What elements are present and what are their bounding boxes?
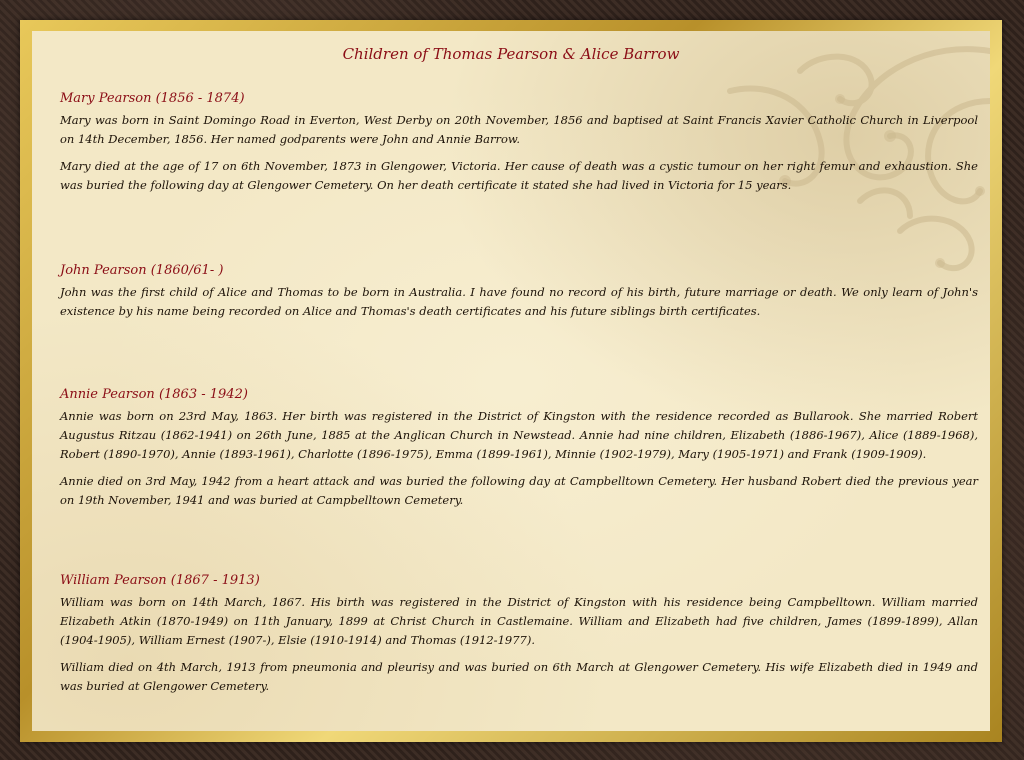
child-paragraph: Mary was born in Saint Domingo Road in Everton, West Derby on 20th November, 1856 and baptised at Saint Francis Xavier Catholic Church in Liverpool on 14th December, 1856. Her named godparents were John and Annie Barrow. bbox=[60, 113, 978, 146]
child-heading: Mary Pearson (1856 - 1874) bbox=[60, 91, 245, 106]
child-heading: Annie Pearson (1863 - 1942) bbox=[60, 387, 248, 402]
child-paragraph: Annie was born on 23rd May, 1863. Her birth was registered in the District of Kingston with the residence recorded as Bullarook. She married Robert Augustus Ritzau (1862-1941) on 26th June, 1885 at the Anglican Church in Newstead. Annie had nine children, Elizabeth (1886-1967), Alice (1889-1968), Robert (1890-1970), Annie (1893-1961), Charlotte (1896-1975), Emma (1899-1961), Minnie (1902-1979), Mary (1905-1971) and Frank (1909-1909). bbox=[60, 409, 978, 461]
child-paragraph: John was the first child of Alice and Thomas to be born in Australia. I have found no record of his birth, future marriage or death. We only learn of John's existence by his name being recorded on Alice and Thomas's death certificates and his future siblings birth certificates. bbox=[60, 285, 978, 318]
child-section-john bbox=[60, 263, 978, 329]
child-section-william bbox=[60, 573, 978, 704]
child-section-annie bbox=[60, 387, 978, 518]
gold-frame bbox=[20, 20, 1002, 742]
child-heading: John Pearson (1860/61- ) bbox=[60, 263, 224, 278]
child-heading: William Pearson (1867 - 1913) bbox=[60, 573, 260, 588]
parchment-page bbox=[32, 31, 990, 731]
child-paragraph: Mary died at the age of 17 on 6th November, 1873 in Glengower, Victoria. Her cause of death was a cystic tumour on her right femur and exhaustion. She was buried the following day at Glengower Cemetery. On her death certificate it stated she had lived in Victoria for 15 years. bbox=[60, 159, 978, 192]
child-paragraph: William was born on 14th March, 1867. His birth was registered in the District of Kingston with his residence being Campbelltown. William married Elizabeth Atkin (1870-1949) on 11th January, 1899 at Christ Church in Castlemaine. William and Elizabeth had five children, James (1899-1899), Allan (1904-1905), William Ernest (1907-), Elsie (1910-1914) and Thomas (1912-1977). bbox=[60, 595, 978, 647]
child-paragraph: Annie died on 3rd May, 1942 from a heart attack and was buried the following day at Campbelltown Cemetery. Her husband Robert died the previous year on 19th November, 1941 and was buried at Campbelltown Cemetery. bbox=[60, 474, 978, 507]
page-title: Children of Thomas Pearson & Alice Barrow bbox=[342, 45, 680, 63]
child-paragraph: William died on 4th March, 1913 from pneumonia and pleurisy and was buried on 6th March at Glengower Cemetery. His wife Elizabeth died in 1949 and was buried at Glengower Cemetery. bbox=[60, 660, 978, 693]
child-section-mary bbox=[60, 91, 978, 203]
